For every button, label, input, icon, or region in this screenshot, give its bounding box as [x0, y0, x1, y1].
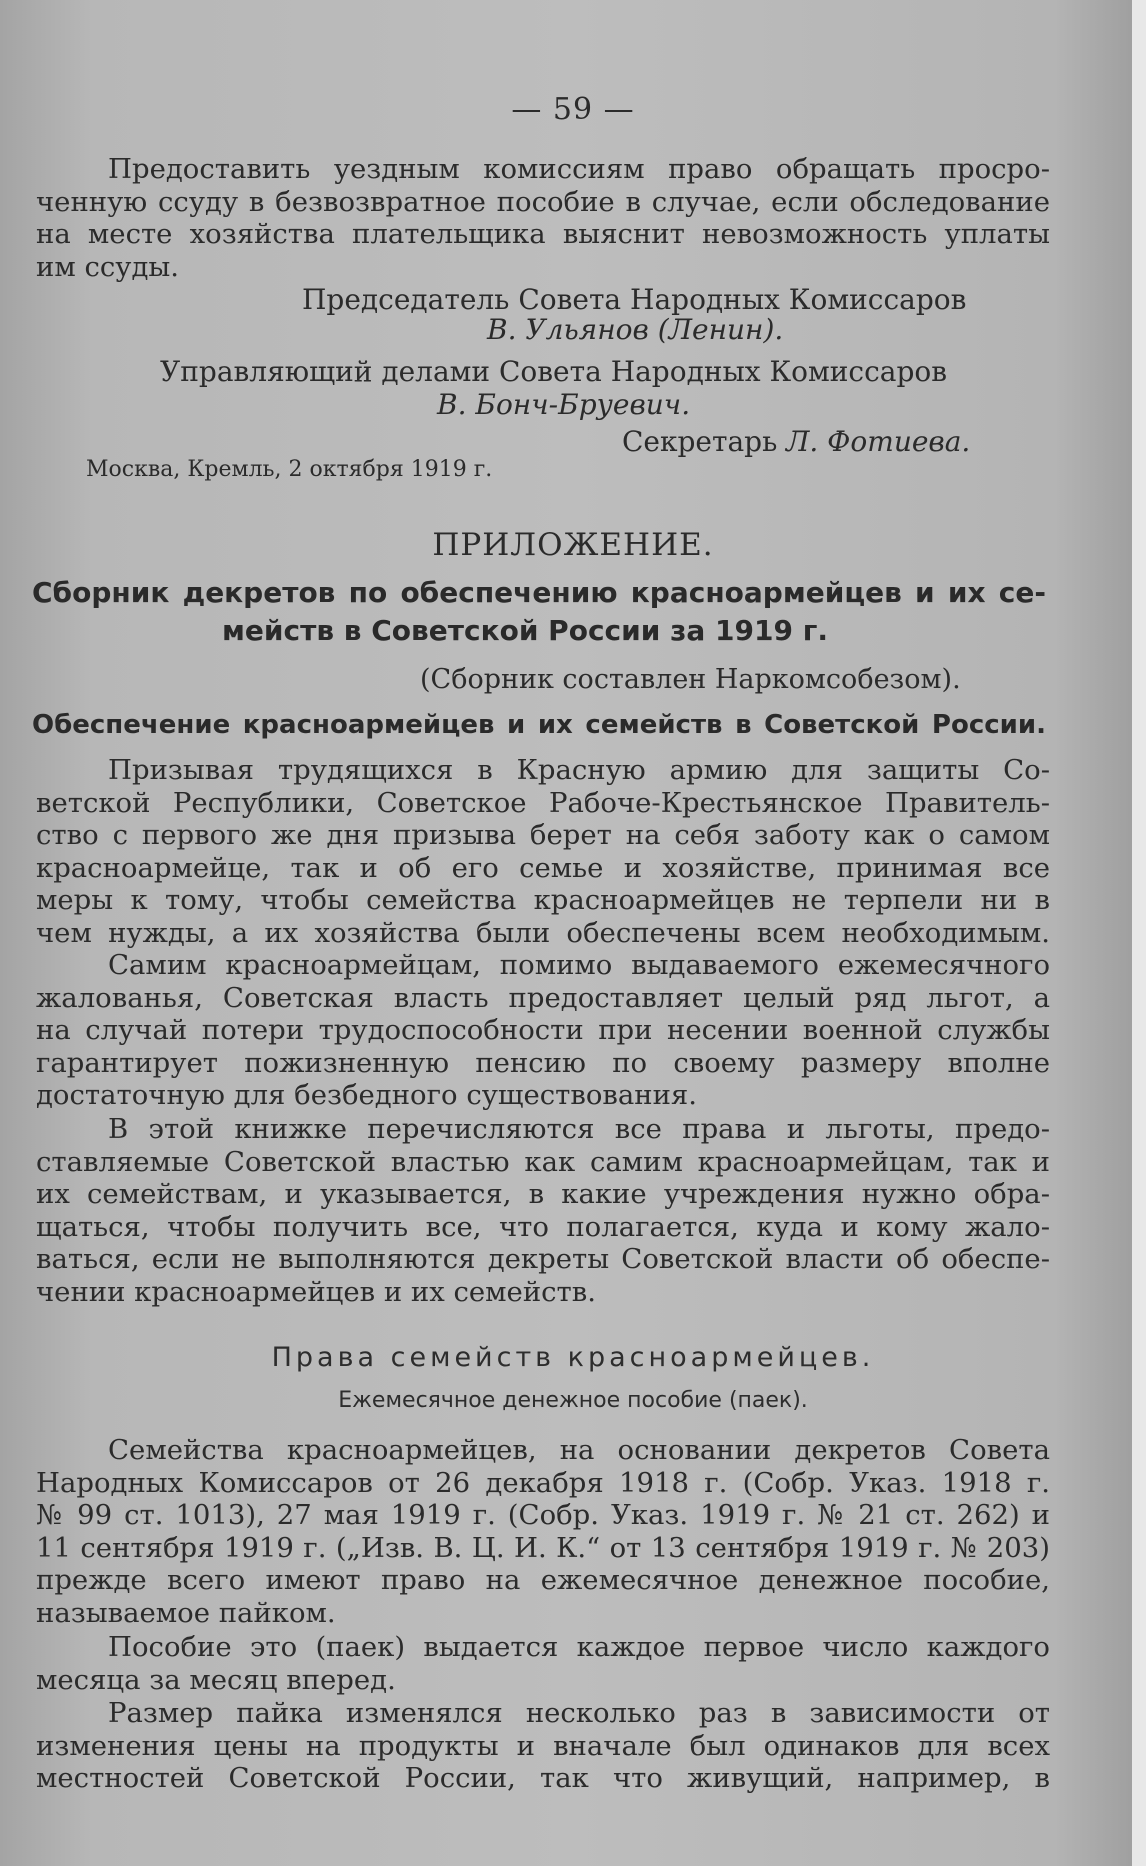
allowance-paragraph-1 [36, 1434, 1050, 1629]
text-line: Семейства красноармейцев, на основании декретов Совета [108, 1434, 1050, 1466]
text-line: № 99 ст. 1013), 27 мая 1919 г. (Собр. Указ. 1919 г. № 21 ст. 262) и [36, 1499, 1050, 1531]
text-line: ченную ссуду в безвозвратное пособие в случае, если обследование [36, 185, 1050, 218]
text-line: ваться, если не выполняются декреты Советской власти об обеспе- [36, 1243, 1050, 1275]
text-line: меры к тому, чтобы семейства красноармейцев не терпели ни в [36, 884, 1050, 916]
section-paragraph-2 [36, 949, 1050, 1112]
text-line: В этой книжке перечисляются все права и льготы, предо- [108, 1113, 1050, 1145]
intro-paragraph [36, 153, 1050, 283]
text-line: их семействам, и указывается, в какие учреждения нужно обра- [36, 1178, 1050, 1210]
secretary-name: Л. Фотиева. [786, 425, 971, 458]
collection-title-line2: мейств в Советской России за 1919 г. [222, 614, 828, 647]
text-line: ставляемые Советской властью как самим красноармейцам, так и [36, 1145, 1050, 1178]
page-edge [1132, 0, 1146, 1866]
text-line: Призывая трудящихся в Красную армию для защиты Со- [108, 754, 1050, 786]
text-line: ветской Республики, Советское Рабоче-Крестьянское Правитель- [36, 786, 1050, 819]
collection-note: (Сборник составлен Наркомсобезом). [420, 664, 961, 695]
section-paragraph-3 [36, 1113, 1050, 1308]
text-line: щаться, чтобы получить все, что полагается, куда и кому жало- [36, 1210, 1050, 1243]
text-line: Пособие это (паек) выдается каждое первое число каждого [108, 1631, 1050, 1663]
text-line: им ссуды. [36, 250, 180, 283]
text-line: месяца за месяц вперед. [36, 1663, 396, 1696]
text-line: достаточную для безбедного существования. [36, 1079, 698, 1111]
allowance-paragraph-3 [36, 1697, 1050, 1795]
chairman-name: В. Ульянов (Ленин). [487, 313, 784, 346]
section-paragraph-1 [36, 754, 1050, 949]
text-line: изменения цены на продукты и вначале был одинаков для всех [36, 1729, 1050, 1762]
page-number: — 59 — [511, 92, 635, 127]
text-line: Предоставить уездным комиссиям право обращать просро- [108, 153, 1050, 185]
text-line: гарантирует пожизненную пенсию по своему размеру вполне [36, 1046, 1050, 1079]
text-line: Размер пайка изменялся несколько раз в зависимости от [108, 1697, 1050, 1729]
appendix-title: ПРИЛОЖЕНИЕ. [432, 527, 714, 563]
text-line: 11 сентября 1919 г. („Изв. В. Ц. И. К.“ от 13 сентября 1919 г. № 203) [36, 1531, 1050, 1564]
text-line: жалованья, Советская власть предоставляет целый ряд льгот, а [36, 981, 1050, 1014]
text-line: красноармейце, так и об его семье и хозяйстве, принимая все [36, 851, 1050, 884]
allowance-subtitle: Ежемесячное денежное пособие (паек). [338, 1388, 808, 1413]
allowance-paragraph-2 [36, 1631, 1050, 1696]
text-line: чении красноармейцев и их семейств. [36, 1275, 596, 1308]
text-line: на месте хозяйства плательщика выяснит невозможность уплаты [36, 218, 1050, 250]
manager-name: В. Бонч-Бруевич. [437, 388, 691, 421]
text-line: ство с первого же дня призыва берет на себя заботу как о самом [36, 819, 1050, 851]
chairman-title: Председатель Совета Народных Комиссаров [302, 283, 967, 316]
collection-title-line1: Сборник декретов по обеспечению красноармейцев и их се- [32, 576, 1046, 609]
text-line: Самим красноармейцам, помимо выдаваемого ежемесячного [108, 949, 1050, 981]
text-line: называемое пайком. [36, 1596, 336, 1629]
text-line: прежде всего имеют право на ежемесячное денежное пособие, [36, 1564, 1050, 1596]
text-line: на случай потери трудоспособности при несении военной службы [36, 1014, 1050, 1046]
text-line: Народных Комиссаров от 26 декабря 1918 г. (Собр. Указ. 1918 г. [36, 1466, 1050, 1499]
place-date: Москва, Кремль, 2 октября 1919 г. [86, 457, 493, 482]
secretary-title: Секретарь [622, 425, 778, 458]
section-title: Обеспечение красноармейцев и их семейств в Советской России. [32, 710, 1046, 740]
text-line: местностей Советской России, так что живущий, например, в [36, 1762, 1050, 1794]
text-line: чем нужды, а их хозяйства были обеспечены всем необходимым. [36, 916, 1050, 949]
rights-title: Права семейств красноармейцев. [271, 1342, 875, 1373]
manager-title: Управляющий делами Совета Народных Комиссаров [160, 355, 948, 388]
